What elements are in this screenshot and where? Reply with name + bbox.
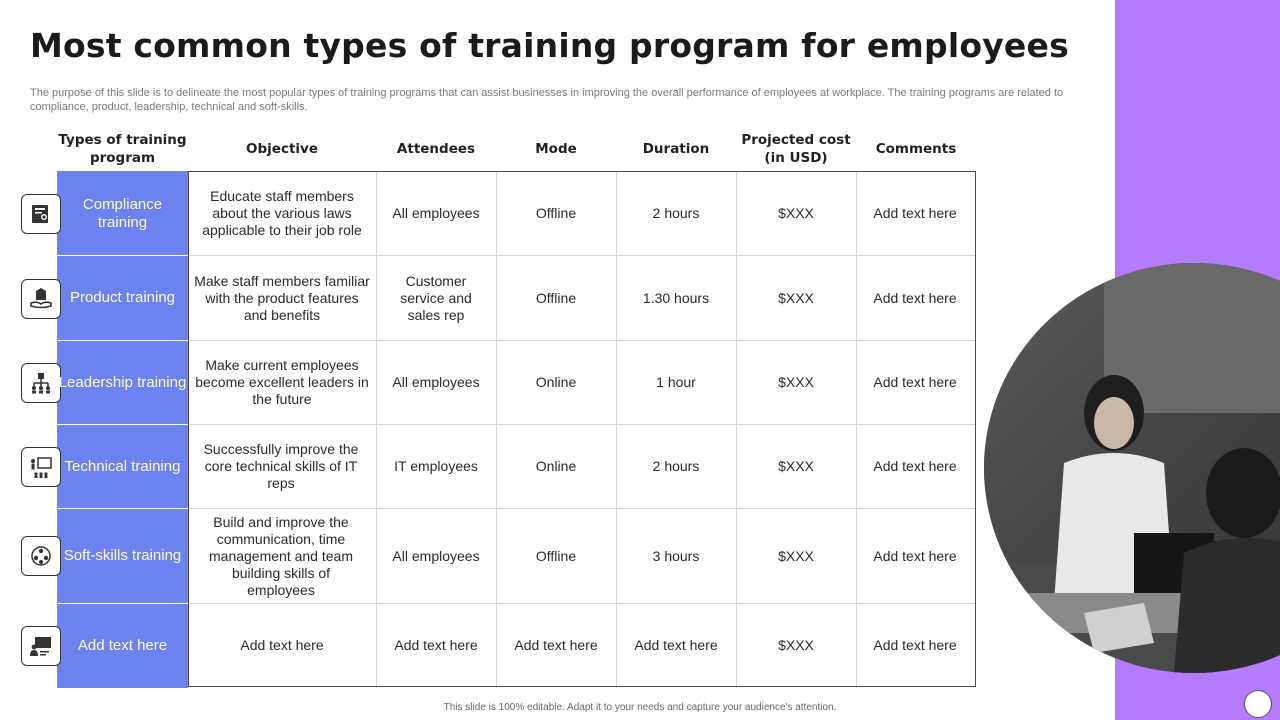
duration-cell: 1 hour — [656, 374, 696, 390]
cost-cell: $XXX — [778, 458, 814, 474]
attendees-cell: Customer service and sales rep — [400, 272, 472, 323]
duration-cell: 2 hours — [652, 458, 700, 474]
mode-cell: Online — [535, 458, 577, 474]
corner-circle-icon — [1244, 690, 1272, 718]
header-types: Types of training program — [58, 132, 187, 166]
comments-cell: Add text here — [873, 289, 957, 306]
cost-cell: $XXX — [778, 205, 814, 221]
type-cell: Compliance training — [82, 195, 163, 231]
mode-cell: Offline — [535, 547, 577, 564]
type-cell: Soft-skills training — [63, 547, 182, 564]
presentation-board-icon — [21, 447, 61, 487]
slide-title: Most common types of training program for employees — [30, 26, 1069, 65]
header-attendees: Attendees — [396, 141, 476, 157]
header-objective: Objective — [246, 141, 318, 157]
product-box-hand-icon — [21, 279, 61, 319]
objective-cell: Make staff members familiar with the product features and benefits — [194, 272, 370, 323]
team-network-icon — [21, 536, 61, 576]
objective-cell: Add text here — [240, 637, 324, 653]
attendees-cell: IT employees — [394, 458, 478, 474]
cost-cell: $XXX — [778, 289, 814, 306]
duration-cell: 3 hours — [652, 547, 700, 564]
org-chart-icon — [21, 363, 61, 403]
mode-cell: Online — [535, 374, 577, 390]
comments-cell: Add text here — [873, 205, 957, 221]
slide-footer: This slide is 100% editable. Adapt it to your needs and capture your audience's attention. — [443, 702, 837, 713]
duration-cell: 2 hours — [652, 205, 700, 221]
duration-cell: Add text here — [634, 637, 718, 653]
objective-cell: Successfully improve the core technical skills of IT reps — [203, 441, 359, 491]
slide-subtitle: The purpose of this slide is to delineate the most popular types of training programs that can assist businesses in improving the overall performance of employees at workplace. The training programs are related to compliance, product, leadership, technical and soft-skills. — [30, 87, 1064, 113]
comments-cell: Add text here — [873, 637, 957, 653]
header-comments: Comments — [875, 141, 957, 157]
type-cell: Leadership training — [58, 373, 187, 391]
type-cell: Product training — [69, 289, 176, 306]
attendees-cell: Add text here — [394, 637, 478, 653]
attendees-cell: All employees — [392, 547, 480, 564]
header-mode: Mode — [535, 141, 577, 157]
cost-cell: $XXX — [778, 374, 814, 390]
mode-cell: Offline — [535, 205, 577, 221]
certificate-icon — [21, 194, 61, 234]
comments-cell: Add text here — [873, 374, 957, 390]
office-photo — [984, 263, 1280, 673]
cost-cell: $XXX — [778, 637, 814, 653]
monitor-user-icon — [21, 626, 61, 666]
header-duration: Duration — [642, 141, 710, 157]
objective-cell: Build and improve the communication, time management and team building skills of employees — [209, 513, 353, 598]
attendees-cell: All employees — [392, 205, 480, 221]
attendees-cell: All employees — [392, 374, 480, 390]
objective-cell: Educate staff members about the various laws applicable to their job role — [202, 188, 362, 238]
header-projected-cost: Projected cost (in USD) — [741, 132, 851, 166]
comments-cell: Add text here — [873, 547, 957, 564]
duration-cell: 1.30 hours — [642, 289, 710, 306]
type-cell: Add text here — [77, 636, 168, 654]
comments-cell: Add text here — [873, 458, 957, 474]
cost-cell: $XXX — [778, 547, 814, 564]
mode-cell: Add text here — [514, 637, 598, 653]
type-cell: Technical training — [64, 457, 181, 475]
mode-cell: Offline — [535, 289, 577, 306]
objective-cell: Make current employees become excellent leaders in the future — [195, 357, 369, 407]
